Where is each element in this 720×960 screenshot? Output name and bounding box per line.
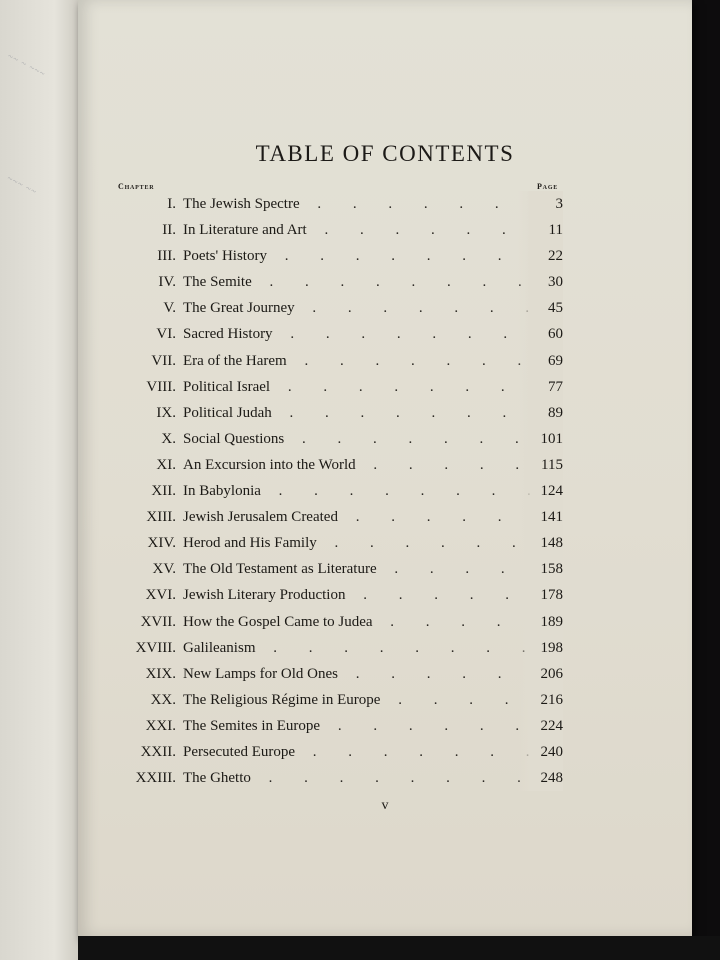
page-number: 206 (518, 661, 563, 687)
toc-entry (78, 504, 692, 530)
toc-entry (78, 739, 692, 765)
toc-entry (78, 713, 692, 739)
page-number: 148 (518, 530, 563, 556)
chapter-title: The Jewish Spectre . . . (183, 191, 546, 217)
chapter-number: VII. (151, 352, 176, 369)
toc-entry (78, 530, 692, 556)
chapter-title: The Semite . . . (183, 269, 546, 295)
toc-entry (78, 348, 692, 374)
chapter-number: IV. (158, 274, 176, 291)
chapter-column-header: Chapter (118, 182, 155, 191)
chapter-number: X. (161, 430, 176, 447)
chapter-title: Sacred History . . . (183, 321, 546, 347)
toc-entry (78, 374, 692, 400)
page-number: 124 (518, 478, 563, 504)
show-through-ink: ~~~ ~~ (5, 172, 40, 198)
chapter-number: XIX. (145, 665, 176, 682)
chapter-title: An Excursion into the World . . . (183, 452, 546, 478)
chapter-number: XVI. (145, 587, 176, 604)
page-number: 189 (518, 609, 563, 635)
chapter-title: Social Questions . . . (183, 426, 546, 452)
page-number: 248 (518, 765, 563, 791)
chapter-number: IX. (156, 404, 176, 421)
chapter-number: VIII. (146, 378, 176, 395)
toc-entry (78, 582, 692, 608)
chapter-number: V. (163, 300, 176, 317)
chapter-title: New Lamps for Old Ones . . . (183, 661, 546, 687)
chapter-title: The Ghetto . . . (183, 765, 546, 791)
page-number: 30 (518, 269, 563, 295)
chapter-number: XX. (150, 691, 176, 708)
chapter-title: In Literature and Art . . . (183, 217, 546, 243)
page-number: 45 (518, 295, 563, 321)
chapter-title: The Semites in Europe . . . (183, 713, 546, 739)
chapter-number: XIII. (146, 509, 176, 526)
chapter-number: XI. (156, 456, 176, 473)
chapter-number: XV. (152, 561, 176, 578)
chapter-title: Political Israel . . . (183, 374, 546, 400)
toc-entry (78, 609, 692, 635)
facing-page (0, 0, 78, 960)
page-number: 224 (518, 713, 563, 739)
page-number: 115 (518, 452, 563, 478)
page-number: 141 (518, 504, 563, 530)
page-folio: v (381, 798, 389, 813)
page-number: 178 (518, 582, 563, 608)
page-number: 77 (518, 374, 563, 400)
chapter-number: XIV. (147, 535, 176, 552)
contents-list (78, 191, 692, 791)
toc-entry (78, 635, 692, 661)
chapter-number: XII. (151, 483, 176, 500)
show-through-ink: ~~ ~ ~~~ (6, 50, 48, 80)
toc-entry (78, 426, 692, 452)
toc-entry (78, 269, 692, 295)
chapter-title: Persecuted Europe . . . (183, 739, 546, 765)
chapter-number: III. (157, 248, 176, 265)
page-number: 11 (518, 217, 563, 243)
chapter-title: Era of the Harem . . . (183, 348, 546, 374)
toc-entry (78, 765, 692, 791)
toc-entry (78, 687, 692, 713)
chapter-title: Herod and His Family . . . (183, 530, 546, 556)
page-number: 101 (518, 426, 563, 452)
toc-entry (78, 556, 692, 582)
page-number: 198 (518, 635, 563, 661)
chapter-number: XVII. (140, 613, 176, 630)
chapter-number: XXII. (140, 743, 176, 760)
book-page (78, 0, 692, 936)
toc-entry (78, 243, 692, 269)
chapter-title: Jewish Jerusalem Created . . . (183, 504, 546, 530)
chapter-title: Jewish Literary Production . . . (183, 582, 546, 608)
page-number: 89 (518, 400, 563, 426)
page-number: 240 (518, 739, 563, 765)
page-number: 22 (518, 243, 563, 269)
chapter-title: In Babylonia . . . (183, 478, 546, 504)
chapter-title: The Great Journey . . . (183, 295, 546, 321)
chapter-number: II. (162, 222, 176, 239)
toc-entry (78, 478, 692, 504)
toc-entry (78, 400, 692, 426)
page-number: 216 (518, 687, 563, 713)
chapter-number: XXI. (145, 717, 176, 734)
page-number: 3 (518, 191, 563, 217)
page-number: 60 (518, 321, 563, 347)
chapter-number: I. (167, 196, 176, 212)
chapter-title: How the Gospel Came to Judea . . . (183, 609, 546, 635)
toc-entry (78, 321, 692, 347)
page-number: 158 (518, 556, 563, 582)
chapter-title: Galileanism . . . (183, 635, 546, 661)
chapter-number: XVIII. (135, 639, 176, 656)
page-column-header: Page (537, 182, 559, 191)
toc-entry (78, 452, 692, 478)
chapter-title: Poets' History . . . (183, 243, 546, 269)
page-number: 69 (518, 348, 563, 374)
chapter-title: The Religious Régime in Europe . . . (183, 687, 546, 713)
chapter-title: The Old Testament as Literature . . . (183, 556, 546, 582)
chapter-title: Political Judah . . . (183, 400, 546, 426)
chapter-number: XXIII. (135, 770, 176, 787)
toc-entry (78, 661, 692, 687)
chapter-number: VI. (156, 326, 176, 343)
toc-entry (78, 191, 692, 217)
page-title: TABLE OF CONTENTS (255, 141, 515, 166)
toc-entry (78, 295, 692, 321)
toc-entry (78, 217, 692, 243)
background-edge (78, 936, 720, 960)
